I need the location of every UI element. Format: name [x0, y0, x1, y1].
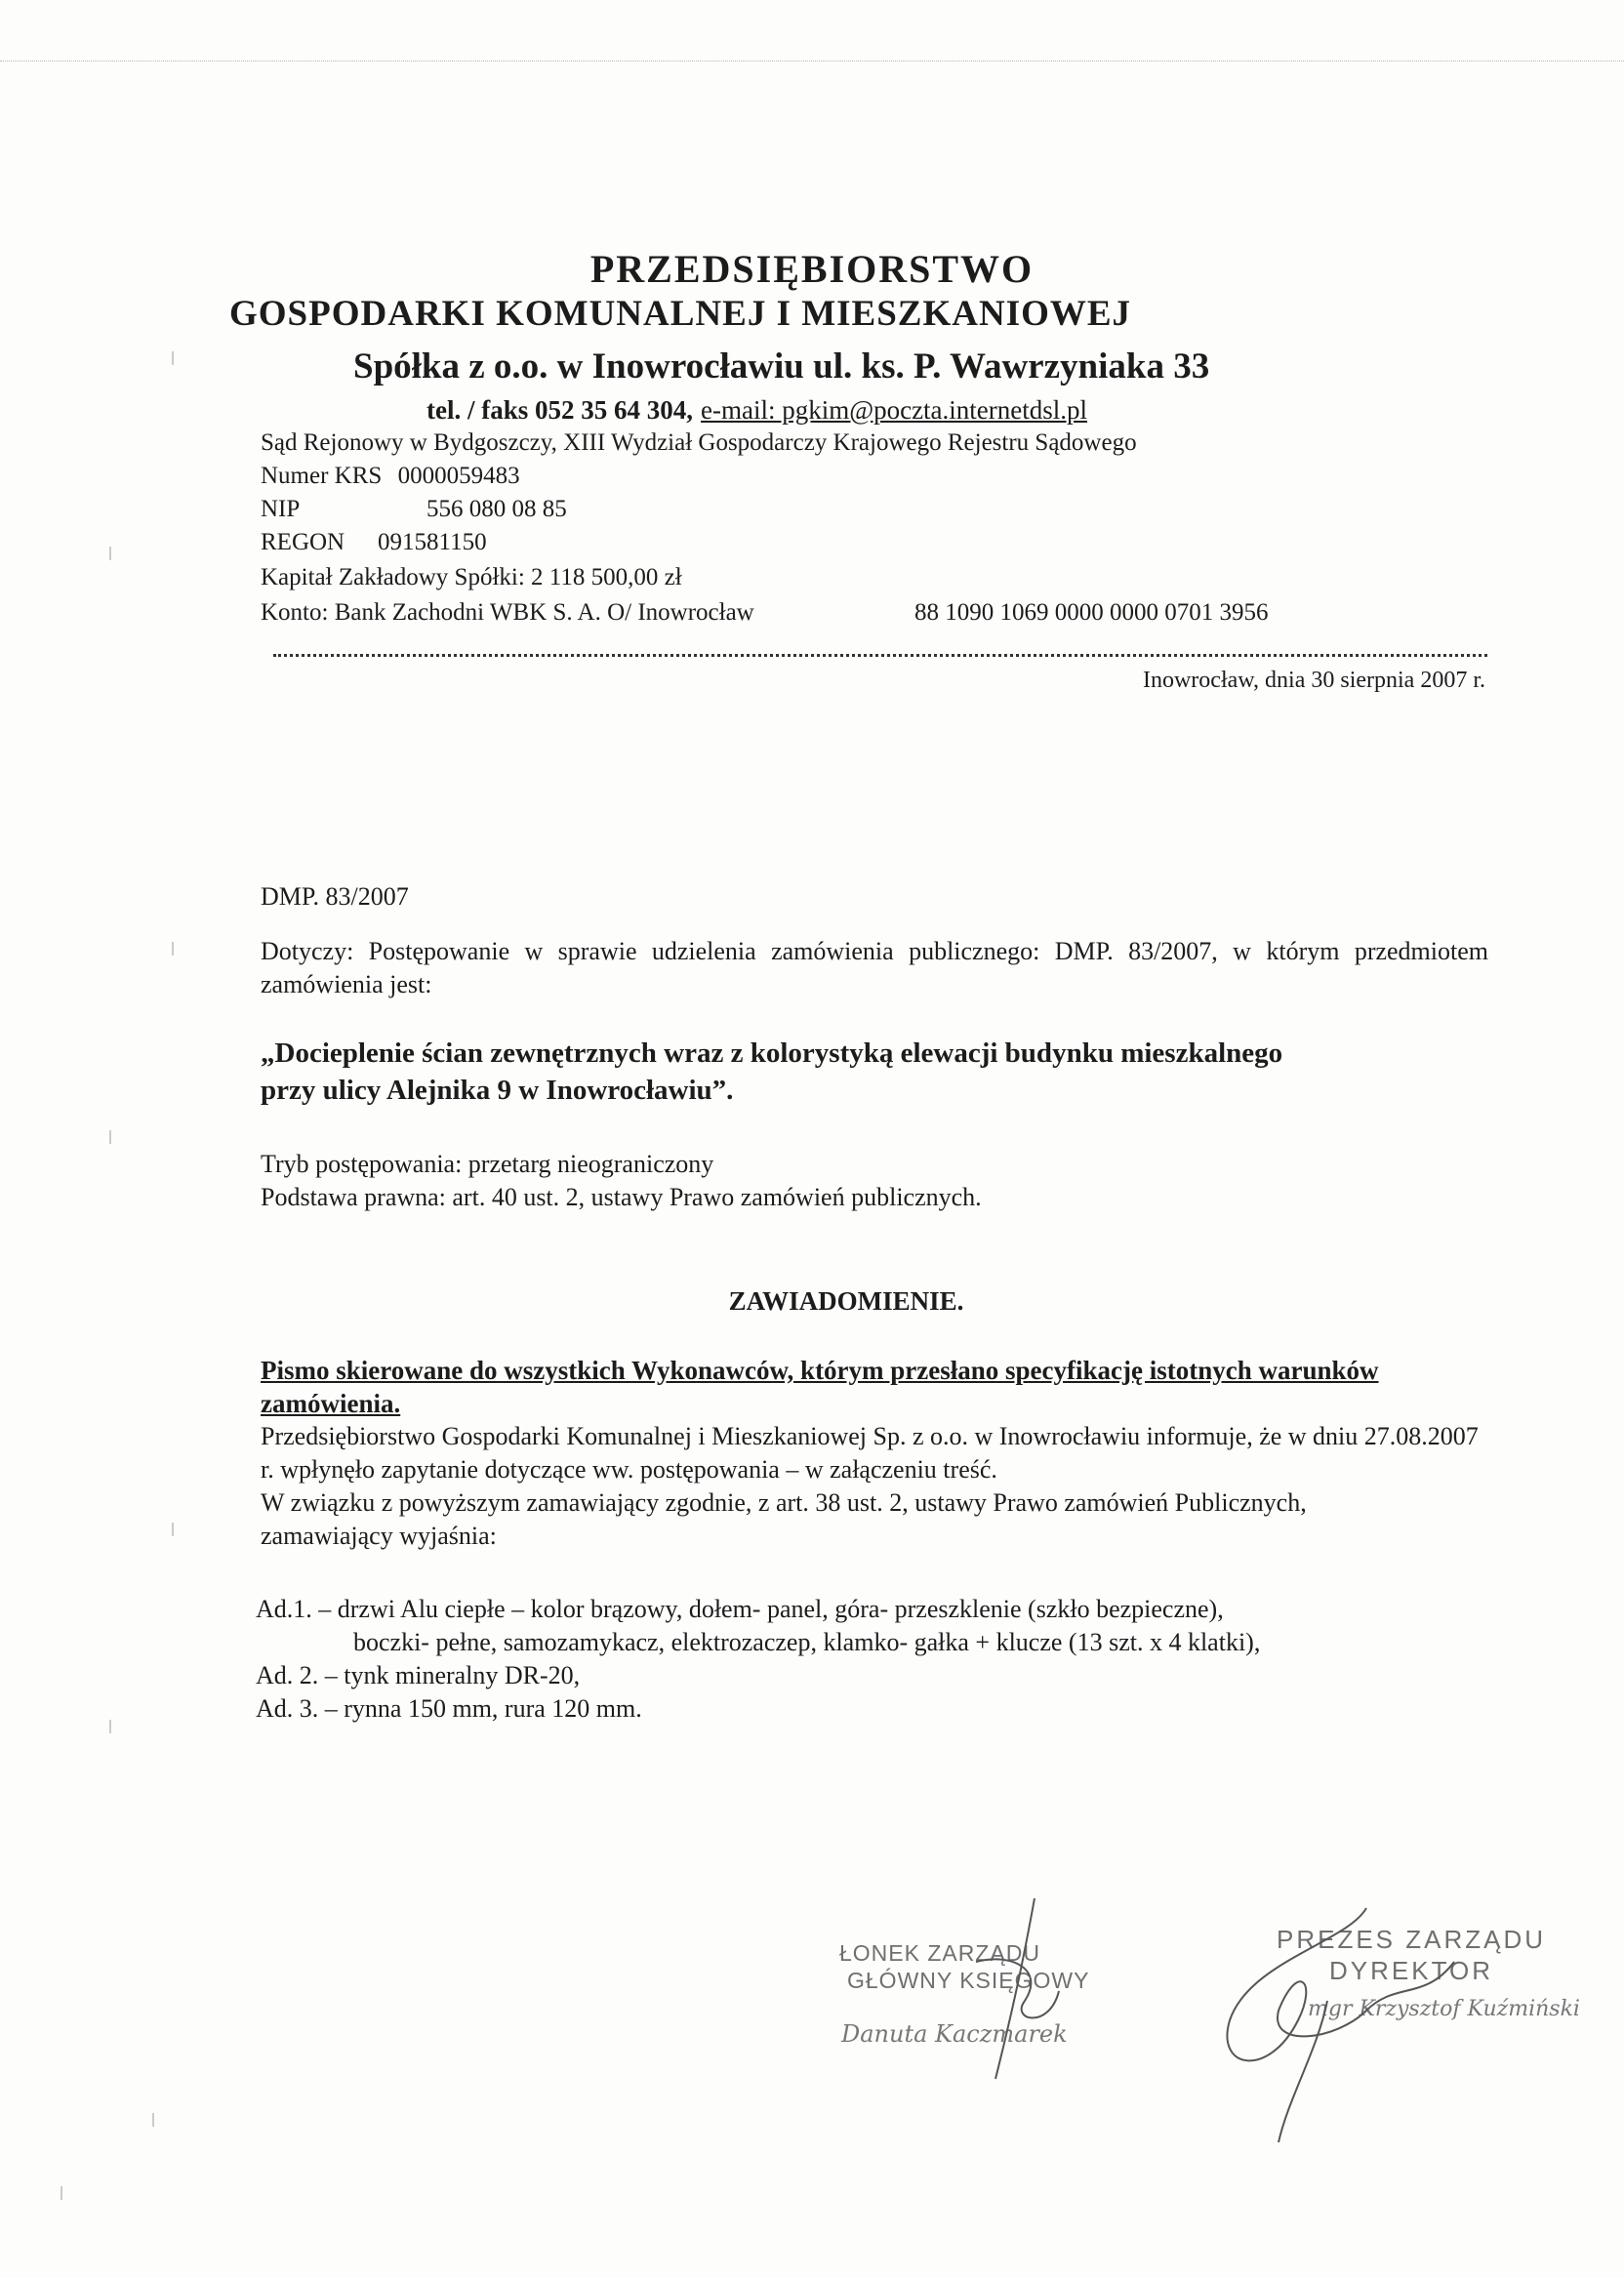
regarding-text: Dotyczy: Postępowanie w sprawie udzielenia zamówienia publicznego: DMP. 83/2007, w którym przedmiotem zamówienia jest: [261, 937, 1488, 998]
right-signature-icon [1210, 1903, 1503, 2147]
nip-value: 556 080 08 85 [426, 496, 567, 522]
contact-line [426, 395, 1087, 426]
left-signature-icon [966, 1893, 1083, 2089]
regon-label: REGON [261, 529, 345, 555]
answer-ad1-line2: boczki- pełne, samozamykacz, elektrozaczep, klamko- gałka + klucze (13 szt. x 4 klatki), [353, 1628, 1261, 1656]
krs-value: 0000059483 [397, 463, 520, 489]
bank-account-label: Konto: Bank Zachodni WBK S. A. O/ Inowrocław [261, 599, 754, 626]
scan-speck [109, 1720, 111, 1733]
document-date: Inowrocław, dnia 30 sierpnia 2007 r. [1142, 668, 1485, 693]
scan-speck [152, 2113, 154, 2127]
answer-ad2: Ad. 2. – tynk mineralny DR-20, [256, 1661, 581, 1689]
scan-speck [172, 1523, 174, 1536]
answer-ad1-line1: Ad.1. – drzwi Alu ciepłe – kolor brązowy, dołem- panel, góra- przeszklenie (szkło bezpieczne), [256, 1595, 1224, 1623]
company-name-line2: GOSPODARKI KOMUNALNEJ I MIESZKANIOWEJ [229, 294, 1132, 334]
nip-line [261, 496, 567, 523]
reference-number: DMP. 83/2007 [261, 882, 409, 911]
subject-line-2: przy ulicy Alejnika 9 w Inowrocławiu”. [261, 1075, 734, 1106]
nip-label: NIP [261, 496, 301, 522]
right-stamp-line2: DYREKTOR [1329, 1956, 1493, 1985]
left-stamp-line2: GŁÓWNY KSIĘGOWY [847, 1968, 1090, 1993]
header-divider [273, 654, 1487, 657]
notice-paragraph-1: Przedsiębiorstwo Gospodarki Komunalnej i Mieszkaniowej Sp. z o.o. w Inowrocławiu informuje, że w dniu 27.08.2007 r. wpłynęło zapytanie dotyczące ww. postępowania – w załączeniu treść. [261, 1422, 1479, 1484]
answer-ad3: Ad. 3. – rynna 150 mm, rura 120 mm. [256, 1694, 642, 1723]
left-stamp-line1: ŁONEK ZARZĄDU [839, 1940, 1040, 1966]
notice-paragraph-2: W związku z powyższym zamawiający zgodnie, z art. 38 ust. 2, ustawy Prawo zamówień Publicznych, zamawiający wyjaśnia: [261, 1488, 1307, 1550]
phone-fax: tel. / faks 052 35 64 304, [426, 395, 693, 425]
legal-basis: Podstawa prawna: art. 40 ust. 2, ustawy Prawo zamówień publicznych. [261, 1183, 982, 1211]
notice-heading: Pismo skierowane do wszystkich Wykonawców, którym przesłano specyfikację istotnych warunków zamówienia. [261, 1356, 1379, 1418]
share-capital: Kapitał Zakładowy Spółki: 2 118 500,00 zł [261, 564, 682, 590]
bank-account-number: 88 1090 1069 0000 0000 0701 3956 [914, 599, 1269, 626]
left-signatory-name: Danuta Kaczmarek [841, 2020, 1068, 2048]
bank-account-line [261, 599, 1269, 627]
scan-speck [109, 547, 111, 560]
right-stamp-line1: PREZES ZARZĄDU [1277, 1925, 1547, 1954]
regon-line [261, 529, 487, 556]
scan-speck [172, 942, 174, 956]
krs-line [261, 463, 520, 490]
court-registry: Sąd Rejonowy w Bydgoszczy, XIII Wydział Gospodarczy Krajowego Rejestru Sądowego [261, 429, 1137, 456]
regon-value: 091581150 [378, 529, 487, 555]
email-link[interactable]: e-mail: pgkim@poczta.internetdsl.pl [701, 395, 1088, 425]
scan-speck [109, 1130, 111, 1144]
company-address: Spółka z o.o. w Inowrocławiu ul. ks. P. Wawrzyniaka 33 [353, 346, 1210, 386]
company-name-line1: PRZEDSIĘBIORSTWO [589, 247, 1035, 291]
procedure-mode: Tryb postępowania: przetarg nieograniczony [261, 1150, 714, 1178]
right-signatory-name: mgr Krzysztof Kuźmiński [1308, 1997, 1580, 2021]
notice-title: ZAWIADOMIENIE. [728, 1286, 964, 1316]
scan-speck [61, 2186, 62, 2200]
subject-line-1: „Docieplenie ścian zewnętrznych wraz z kolorystyką elewacji budynku mieszkalnego [261, 1037, 1283, 1069]
krs-label: Numer KRS [261, 463, 383, 489]
